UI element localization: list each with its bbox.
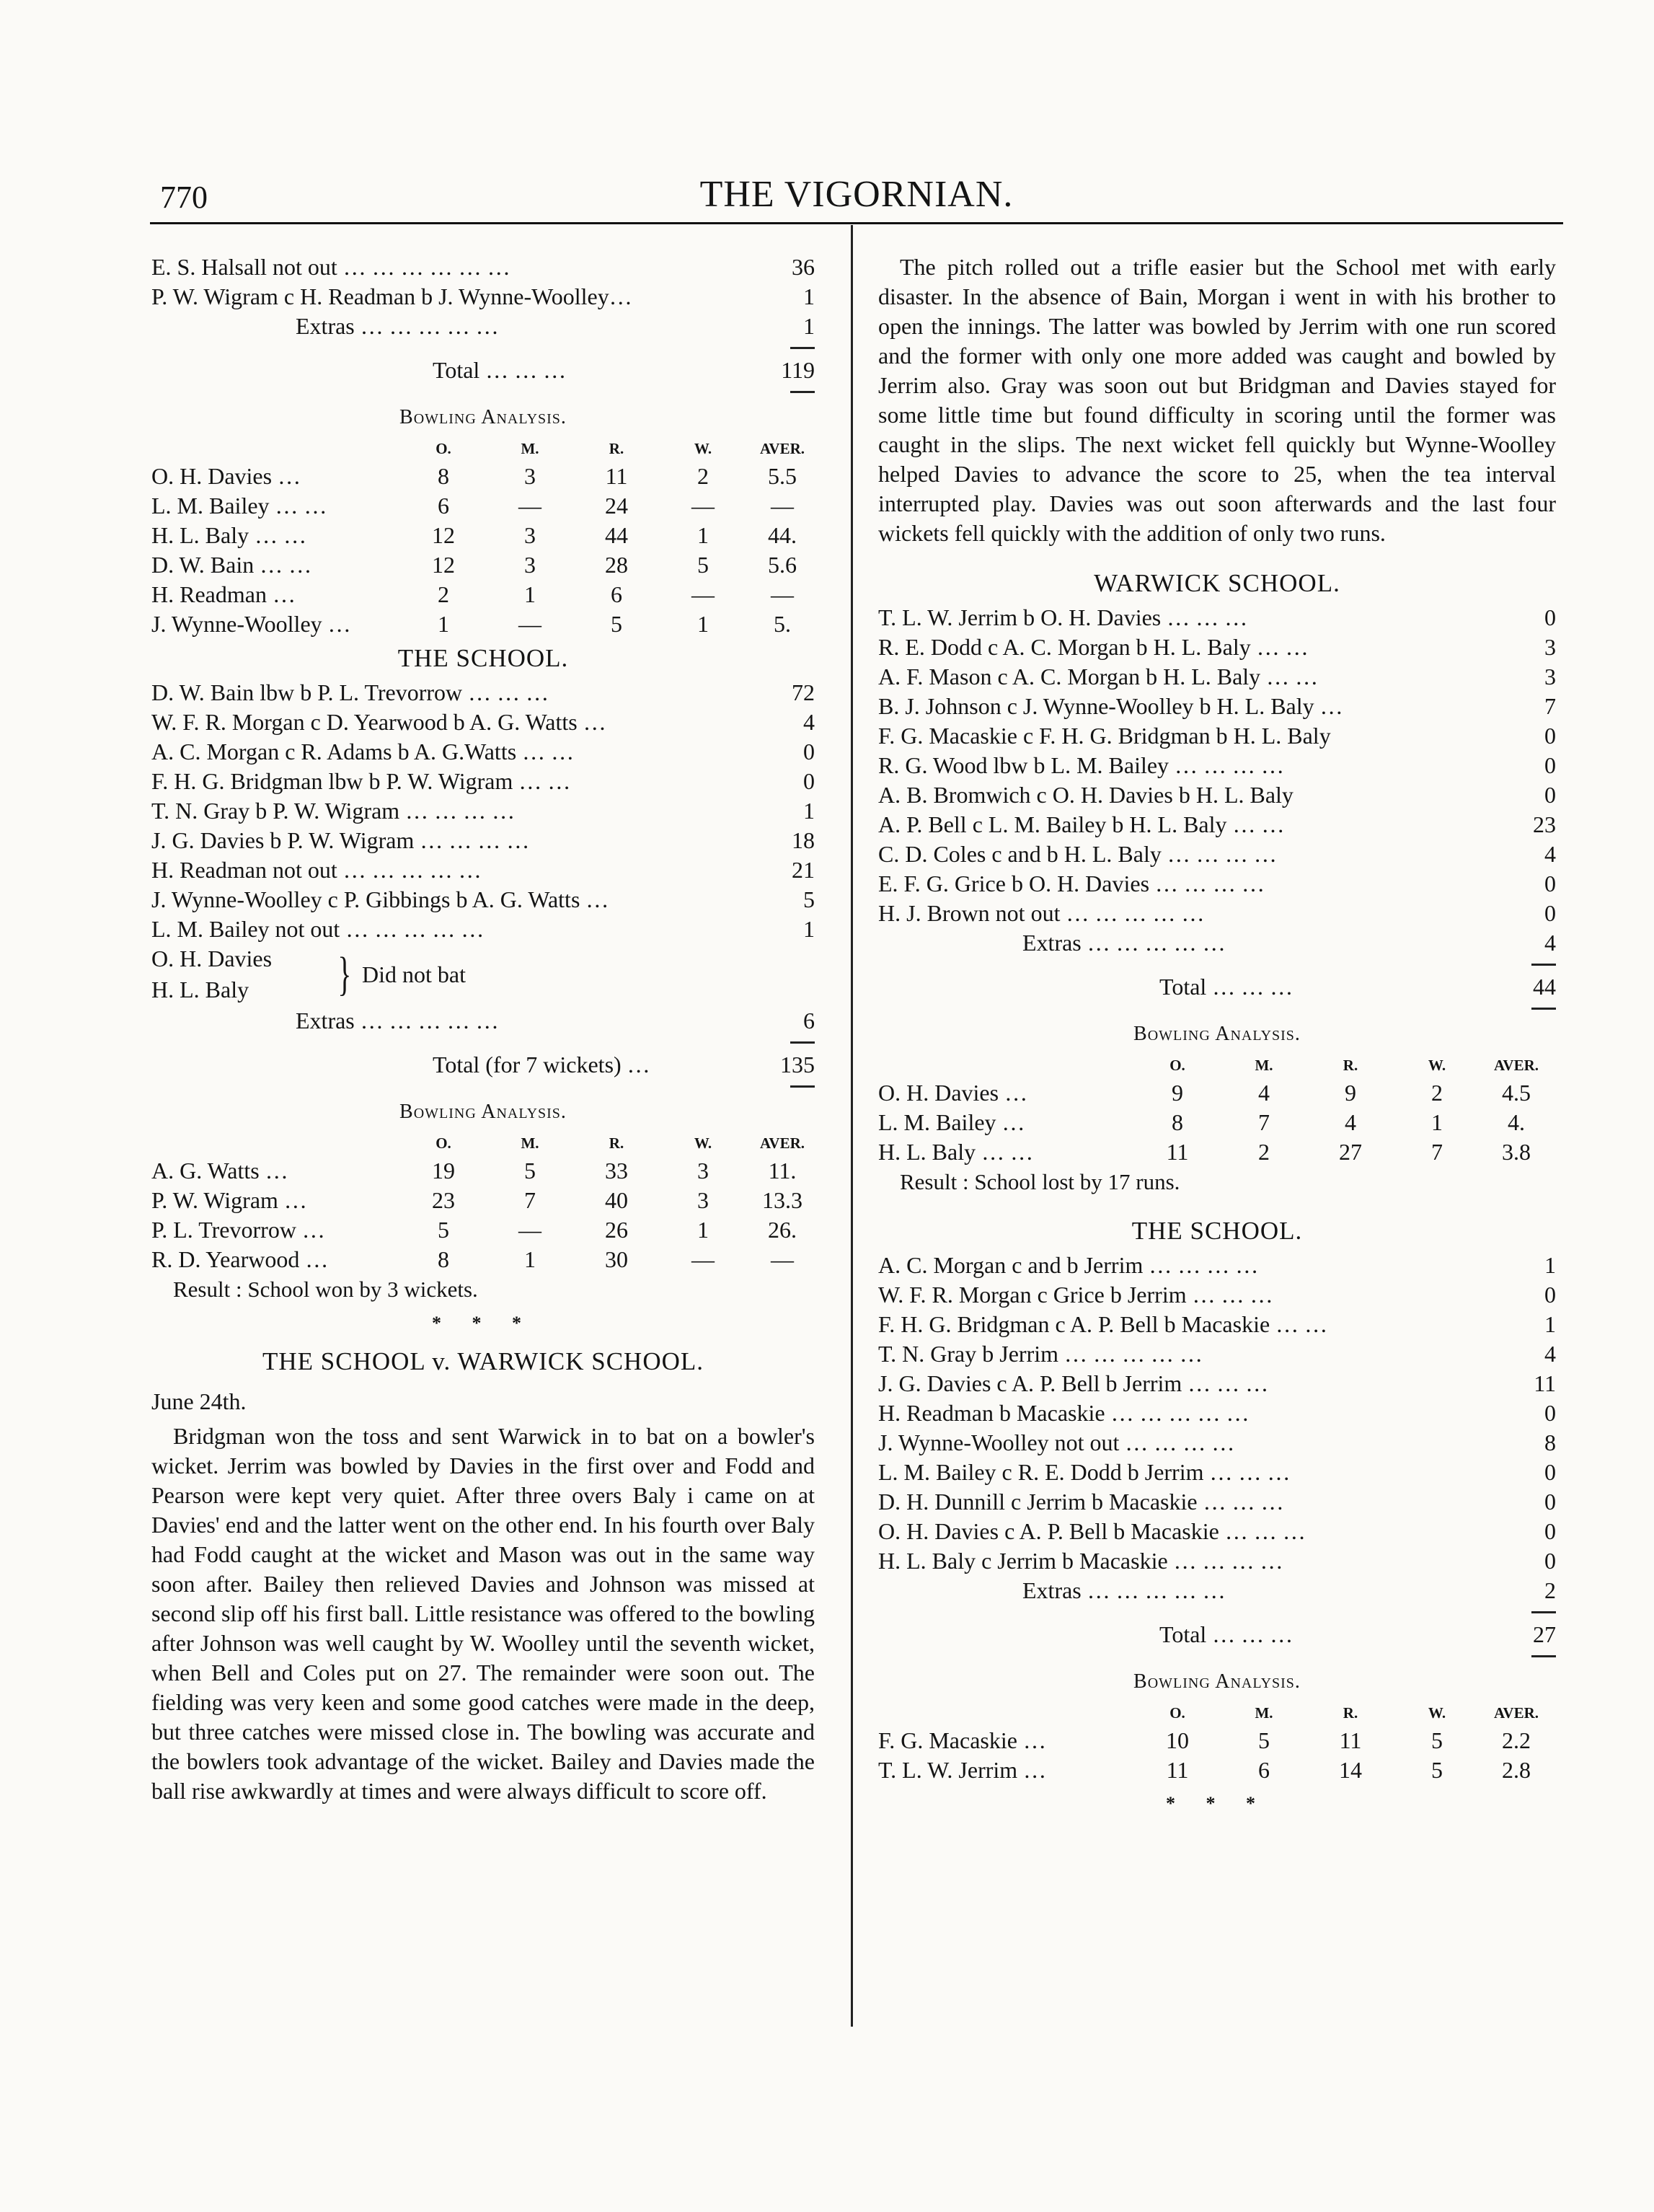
section-divider: * * *: [1166, 1793, 1268, 1814]
bowling-heading: Bowling Analysis.: [1133, 1023, 1301, 1045]
bowling-row: L. M. Bailey … … 6 — 24 — —: [151, 493, 794, 519]
batting-row: J. G. Davies b P. W. Wigram … … … … 18: [151, 827, 815, 853]
batting-row: C. D. Coles c and b H. L. Baly … … … … 4: [878, 841, 1556, 867]
batting-row: J. G. Davies c A. P. Bell b Jerrim … … … 11: [878, 1370, 1556, 1396]
bowling-row: O. H. Davies … 8 3 11 2 5.5: [151, 463, 797, 489]
sum-rule: [878, 1649, 1556, 1664]
batting-row: D. H. Dunnill c Jerrim b Macaskie … … … 0: [878, 1489, 1556, 1515]
batting-row: A. C. Morgan c R. Adams b A. G.Watts … … 0: [151, 739, 815, 764]
batting-row: T. N. Gray b Jerrim … … … … … 4: [878, 1341, 1556, 1367]
batting-row: R. G. Wood lbw b L. M. Bailey … … … … 0: [878, 752, 1556, 778]
batting-row: H. L. Baly c Jerrim b Macaskie … … … … 0: [878, 1548, 1556, 1574]
section-heading: THE SCHOOL.: [397, 644, 569, 672]
batting-row: W. F. R. Morgan c Grice b Jerrim … … … 0: [878, 1282, 1556, 1308]
batting-row: J. Wynne-Woolley not out … … … … 8: [878, 1429, 1556, 1455]
batting-row: H. Readman b Macaskie … … … … … 0: [878, 1400, 1556, 1426]
sum-rule: [878, 958, 1556, 972]
page-header: [151, 173, 1562, 224]
batting-row: D. W. Bain lbw b P. L. Trevorrow … … … 72: [151, 679, 815, 705]
batting-row: T. N. Gray b P. W. Wigram … … … … 1: [151, 798, 815, 824]
bowling-header: O. M. R. W. AVER.: [435, 440, 805, 457]
bowling-row: H. L. Baly … … 12 3 44 1 44.: [151, 522, 797, 548]
bowling-row: D. W. Bain … … 12 3 28 5 5.6: [151, 552, 797, 578]
batting-row: P. W. Wigram c H. Readman b J. Wynne-Woolley… 1: [151, 283, 815, 309]
sum-rule: [151, 341, 815, 356]
bowling-row: O. H. Davies … 9 4 9 2 4.5: [878, 1080, 1531, 1106]
bowling-row: H. Readman … 2 1 6 — —: [151, 581, 794, 607]
match-result: Result : School lost by 17 runs.: [900, 1169, 1180, 1194]
match-date: June 24th.: [151, 1388, 247, 1414]
page-title: THE VIGORNIAN.: [699, 174, 1014, 215]
total-row: Total (for 7 wickets) … 135: [433, 1052, 815, 1078]
sum-rule: [878, 1605, 1556, 1620]
batting-row: T. L. W. Jerrim b O. H. Davies … … … 0: [878, 604, 1556, 630]
batting-row: J. Wynne-Woolley c P. Gibbings b A. G. Watts … 5: [151, 886, 815, 912]
bowling-header: O. M. R. W. AVER.: [1169, 1057, 1539, 1074]
batting-row: F. G. Macaskie c F. H. G. Bridgman b H. L. Baly 0: [878, 723, 1556, 749]
sum-rule: [151, 1080, 815, 1094]
did-not-bat: O. H. Davies H. L. Baly } Did not bat: [151, 944, 815, 1006]
bowling-heading: Bowling Analysis.: [399, 1101, 567, 1123]
batting-row: A. B. Bromwich c O. H. Davies b H. L. Baly 0: [878, 782, 1556, 808]
total-row: Total … … … 119: [433, 357, 815, 383]
batting-row: W. F. R. Morgan c D. Yearwood b A. G. Watts … 4: [151, 709, 815, 735]
match-report: Bridgman won the toss and sent Warwick in to bat on a bowler's wicket. Jerrim was bowled by Davies in the first over and Fodd and Pearson were kept very quiet. After three overs Baly i came on at Davies' end and the latter went on the other end. In his fourth over Baly had Fodd caught at the wicket and Mason was out in the same way soon after. Bailey then relieved Davies and Johnson was missed at second slip off his first ball. Little resistance was offered to the bowling after Johnson was well caught by W. Woolley until the seventh wicket, when Bell and Coles put on 27. The remainder were soon out. The fielding was very keen and some good catches were made in the deep, but three catches were missed close in. The bowling was accurate and the bowlers took advantage of the wicket. Bailey and Davies made the ball rise awkwardly at times and were always difficult to score off.: [151, 1423, 815, 1804]
batting-row: F. H. G. Bridgman lbw b P. W. Wigram … … 0: [151, 768, 815, 794]
bowling-row: P. W. Wigram … 23 7 40 3 13.3: [151, 1187, 802, 1213]
match-heading: THE SCHOOL v. WARWICK SCHOOL.: [262, 1347, 704, 1375]
page-number: 770: [160, 180, 208, 215]
extras-row: Extras … … … … … 6: [296, 1008, 815, 1034]
match-result: Result : School won by 3 wickets.: [173, 1277, 478, 1302]
brace-glyph: }: [337, 948, 352, 1000]
header-rule: [150, 222, 1563, 224]
batting-row: H. Readman not out … … … … … 21: [151, 857, 815, 883]
bowling-header: O. M. R. W. AVER.: [435, 1134, 805, 1152]
batting-row: E. S. Halsall not out … … … … … … 36: [151, 254, 815, 280]
column-divider: [851, 225, 853, 2027]
bowling-heading: Bowling Analysis.: [1133, 1670, 1301, 1693]
bowling-row: L. M. Bailey … 8 7 4 1 4.: [878, 1109, 1525, 1135]
bowling-row: R. D. Yearwood … 8 1 30 — —: [151, 1246, 794, 1272]
extras-row: Extras … … … … … 4: [1022, 930, 1556, 956]
batting-row: A. C. Morgan c and b Jerrim … … … … 1: [878, 1252, 1556, 1278]
section-heading: WARWICK SCHOOL.: [1094, 569, 1340, 597]
bowling-row: P. L. Trevorrow … 5 — 26 1 26.: [151, 1217, 797, 1243]
batting-row: B. J. Johnson c J. Wynne-Woolley b H. L. Baly … 7: [878, 693, 1556, 719]
extras-row: Extras … … … … … 1: [296, 313, 815, 339]
batting-row: A. F. Mason c A. C. Morgan b H. L. Baly … … 3: [878, 664, 1556, 689]
batting-row: O. H. Davies c A. P. Bell b Macaskie … … … 0: [878, 1518, 1556, 1544]
section-heading: THE SCHOOL.: [1131, 1217, 1303, 1245]
total-row: Total … … … 44: [1159, 974, 1556, 1000]
batting-row: F. H. G. Bridgman c A. P. Bell b Macaskie … … 1: [878, 1311, 1556, 1337]
bowling-row: A. G. Watts … 19 5 33 3 11.: [151, 1158, 797, 1184]
batting-row: L. M. Bailey not out … … … … … 1: [151, 916, 815, 942]
bowling-row: T. L. W. Jerrim … 11 6 14 5 2.8: [878, 1757, 1531, 1783]
section-divider: * * *: [432, 1313, 534, 1334]
batting-row: R. E. Dodd c A. C. Morgan b H. L. Baly … … 3: [878, 634, 1556, 660]
bowling-row: J. Wynne-Woolley … 1 — 5 1 5.: [151, 611, 791, 637]
bowling-row: H. L. Baly … … 11 2 27 7 3.8: [878, 1139, 1531, 1165]
match-report: The pitch rolled out a trifle easier but the School met with early disaster. In the absence of Bain, Morgan i went in with his brother to open the innings. The latter was bowled by Jerrim with one run scored and the former with only one more added was caught and bowled by Jerrim also. Gray was soon out but Bridgman and Davies stayed for some little time but found difficulty in scoring until the former was caught in the slips. The next wicket fell quickly but Wynne-Woolley helped Davies to advance the score to 25, when the tea interval interrupted play. Davies was out soon afterwards and the last four wickets fell quickly with the addition of only two runs.: [878, 254, 1556, 546]
sum-rule: [878, 1002, 1556, 1016]
extras-row: Extras … … … … … 2: [1022, 1577, 1556, 1603]
right-column: [878, 252, 1556, 1823]
bowling-row: F. G. Macaskie … 10 5 11 5 2.2: [878, 1727, 1531, 1753]
total-row: Total … … … 27: [1159, 1621, 1556, 1647]
left-column: [151, 252, 815, 1806]
batting-row: H. J. Brown not out … … … … … 0: [878, 900, 1556, 926]
bowling-heading: Bowling Analysis.: [399, 406, 567, 428]
sum-rule: [151, 1036, 815, 1050]
batting-row: E. F. G. Grice b O. H. Davies … … … … 0: [878, 871, 1556, 896]
batting-row: L. M. Bailey c R. E. Dodd b Jerrim … … … 0: [878, 1459, 1556, 1485]
sum-rule: [151, 385, 815, 400]
bowling-header: O. M. R. W. AVER.: [1169, 1704, 1539, 1722]
batting-row: A. P. Bell c L. M. Bailey b H. L. Baly … … 23: [878, 811, 1556, 837]
